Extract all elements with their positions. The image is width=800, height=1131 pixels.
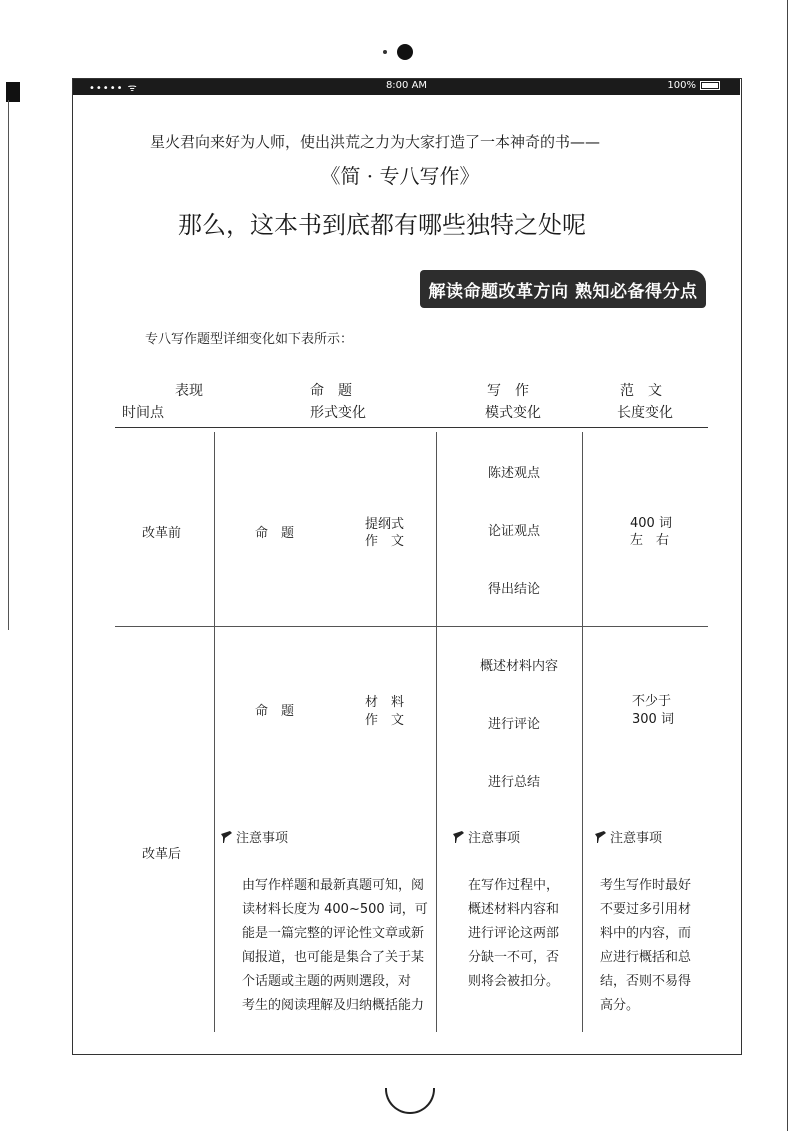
note-line: 闻报道，也可能是集合了关于某 — [242, 950, 425, 965]
pen-icon — [594, 830, 608, 844]
note-body-col2 — [468, 874, 578, 994]
note-title-label: 注意事项 — [468, 831, 521, 846]
header-col3-top: 范 文 — [620, 383, 662, 399]
note-line: 不要过多引用材 — [600, 902, 692, 917]
note-line: 则将会被扣分。 — [468, 974, 560, 989]
battery-icon — [700, 81, 720, 90]
section-banner-label: 解读命题改革方向 熟知必备得分点 — [428, 281, 698, 302]
scan-mark — [6, 82, 20, 102]
length-before-2: 左 右 — [630, 533, 670, 548]
mode-before-1: 陈述观点 — [488, 466, 541, 481]
signal-indicator: ••••• ᯤ — [89, 83, 138, 94]
mode-after-3: 进行总结 — [488, 775, 541, 790]
note-title-col2 — [452, 827, 520, 846]
header-col2-top: 写 作 — [487, 383, 529, 399]
pen-icon — [220, 830, 234, 844]
row-label-after: 改革后 — [142, 847, 182, 862]
note-line: 个话题或主题的两则選段，对 — [242, 974, 412, 989]
note-line: 由写作样题和最新真题可知，阅 — [242, 878, 425, 893]
intro-text: 星火君向来好为人师，使出洪荒之力为大家打造了一本神奇的书—— — [150, 133, 601, 151]
battery-percent: 100% — [667, 80, 696, 91]
length-after-2: 300 词 — [632, 712, 674, 727]
status-time: 8:00 AM — [385, 80, 428, 91]
note-line: 概述材料内容和 — [468, 902, 560, 917]
header-col1-top: 命 题 — [310, 383, 352, 399]
note-line: 高分。 — [600, 998, 640, 1013]
note-line: 结，否则不易得 — [600, 974, 692, 989]
mode-before-2: 论证观点 — [488, 524, 541, 539]
prompt-b1-before: 提纲式 — [365, 517, 405, 532]
note-line: 进行评论这两部 — [468, 926, 560, 941]
note-line: 料中的内容，而 — [600, 926, 692, 941]
camera-icon — [397, 44, 413, 60]
note-title-col3 — [594, 827, 662, 846]
note-line: 读材料长度为 400~500 词，可 — [242, 902, 428, 917]
note-line: 分缺一不可，否 — [468, 950, 560, 965]
length-after-1: 不少于 — [632, 694, 672, 709]
column-divider-2 — [436, 432, 437, 1032]
note-body-col1 — [242, 874, 432, 1018]
header-col3-bottom: 长度变化 — [617, 405, 673, 421]
mode-after-2: 进行评论 — [488, 717, 541, 732]
camera-sensor-icon — [383, 50, 387, 54]
note-title-label: 注意事项 — [610, 831, 663, 846]
prompt-b2-before: 作 文 — [365, 534, 405, 549]
row-label-before: 改革前 — [142, 526, 182, 541]
note-title-label: 注意事项 — [236, 831, 289, 846]
pen-icon — [452, 830, 466, 844]
book-title: 《简 · 专八写作》 — [320, 164, 480, 188]
note-line: 考生写作时最好 — [600, 878, 692, 893]
note-body-col3 — [600, 874, 710, 1018]
length-before-1: 400 词 — [630, 516, 672, 531]
home-button-icon[interactable] — [385, 1088, 435, 1114]
battery-indicator — [667, 80, 720, 91]
header-col2-bottom: 模式变化 — [485, 405, 541, 421]
prompt-b1-after: 材 料 — [365, 695, 405, 710]
note-line: 能是一篇完整的评论性文章或新 — [242, 926, 425, 941]
note-line: 考生的阅读理解及归纳概括能力 — [242, 998, 425, 1013]
page-heading: 那么，这本书到底都有哪些独特之处呢 — [178, 211, 586, 239]
note-line: 在写作过程中， — [468, 878, 560, 893]
column-divider-3 — [582, 432, 583, 1032]
note-line: 应进行概括和总 — [600, 950, 692, 965]
status-bar — [73, 79, 740, 95]
prompt-a-after: 命 题 — [255, 704, 295, 719]
header-corner-top: 表现 — [175, 383, 203, 399]
mode-before-3: 得出结论 — [488, 582, 541, 597]
prompt-b2-after: 作 文 — [365, 713, 405, 728]
section-banner — [420, 270, 706, 308]
header-corner-bottom: 时间点 — [122, 405, 164, 421]
prompt-a-before: 命 题 — [255, 526, 295, 541]
table-intro: 专八写作题型详细变化如下表所示： — [145, 332, 354, 347]
column-divider-1 — [214, 432, 215, 1032]
note-title-col1 — [220, 827, 288, 846]
mode-after-1: 概述材料内容 — [480, 659, 559, 674]
header-divider — [115, 427, 708, 428]
header-col1-bottom: 形式变化 — [310, 405, 366, 421]
row-divider — [115, 626, 708, 627]
